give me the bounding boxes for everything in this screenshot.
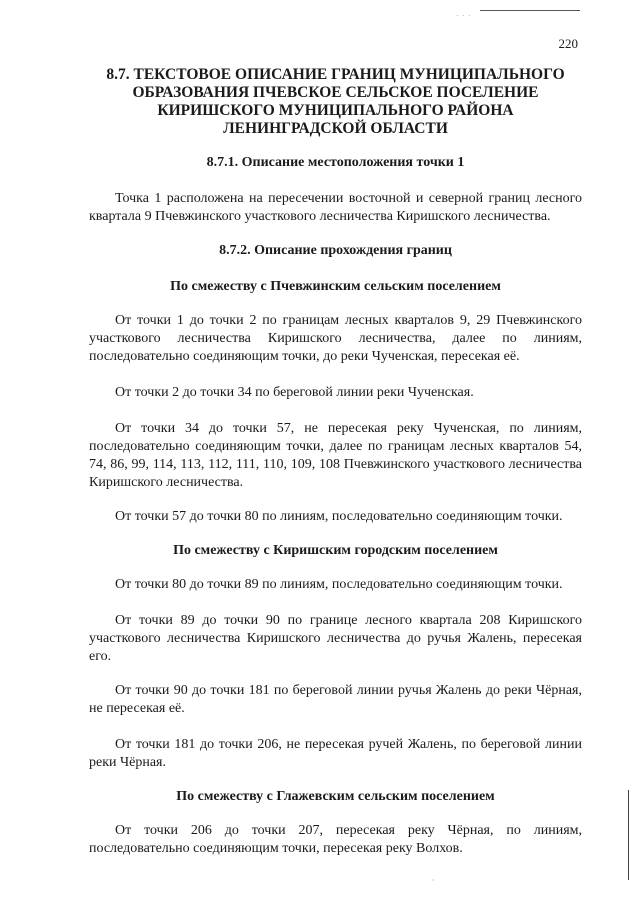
boundary-paragraph: От точки 90 до точки 181 по береговой линии ручья Жалень до реки Чёрная, не пересекая её. [89,683,582,716]
boundary-paragraph: От точки 34 до точки 57, не пересекая реку Чученская, по линиям, последовательно соединяющим точки, далее по границам лесных кварталов 54, 74, 86, 99, 114, 113, 112, 111, 110, 109, 108 Пчевжинского участкового лесничества Киришского лесничества. [89,421,582,490]
scan-artifact-dot: · [432,876,435,885]
boundary-paragraph: От точки 206 до точки 207, пересекая реку Чёрная, по линиям, последовательно соединяющим точки, пересекая реку Волхов. [89,823,582,856]
scan-artifact-edge [628,790,629,880]
document-title: 8.7. ТЕКСТОВОЕ ОПИСАНИЕ ГРАНИЦ МУНИЦИПАЛЬНОГО ОБРАЗОВАНИЯ ПЧЕВСКОЕ СЕЛЬСКОЕ ПОСЕЛЕНИЕ КИРИШСКОГО МУНИЦИПАЛЬНОГО РАЙОНА ЛЕНИНГРАДСКОЙ ОБЛАСТИ [106,66,565,137]
scan-artifact-dots: · · · [456,12,472,20]
boundary-paragraph: От точки 80 до точки 89 по линиям, последовательно соединяющим точки. [115,577,563,592]
boundary-paragraph: От точки 89 до точки 90 по границе лесного квартала 208 Киришского участкового лесничества Киришского лесничества до ручья Жалень, пересекая его. [89,613,582,664]
boundary-paragraph: От точки 181 до точки 206, не пересекая ручей Жалень, по береговой линии реки Чёрная. [89,737,582,770]
section-heading-boundary-description: 8.7.2. Описание прохождения границ [219,243,452,258]
page-number: 220 [558,36,578,51]
boundary-paragraph: От точки 57 до точки 80 по линиям, последовательно соединяющим точки. [115,509,563,524]
point-location-paragraph: Точка 1 расположена на пересечении восточной и северной границ лесного квартала 9 Пчевжинского участкового лесничества Киришского лесничества. [89,191,582,224]
boundary-paragraph: От точки 1 до точки 2 по границам лесных кварталов 9, 29 Пчевжинского участкового лесничества Киришского лесничества, далее по линиям, последовательно соединяющим точки, до реки Чученская, пересекая её. [89,313,582,364]
neighbour-heading-glazhevo: По смежеству с Глажевским сельским поселением [176,789,495,804]
boundary-paragraph: От точки 2 до точки 34 по береговой линии реки Чученская. [115,385,474,400]
scan-artifact-line [480,10,580,11]
document-body [89,66,582,858]
neighbour-heading-pchevzha: По смежеству с Пчевжинским сельским поселением [170,279,501,294]
neighbour-heading-kirishi: По смежеству с Киришским городским поселением [173,543,498,558]
section-heading-point-location: 8.7.1. Описание местоположения точки 1 [206,155,465,170]
